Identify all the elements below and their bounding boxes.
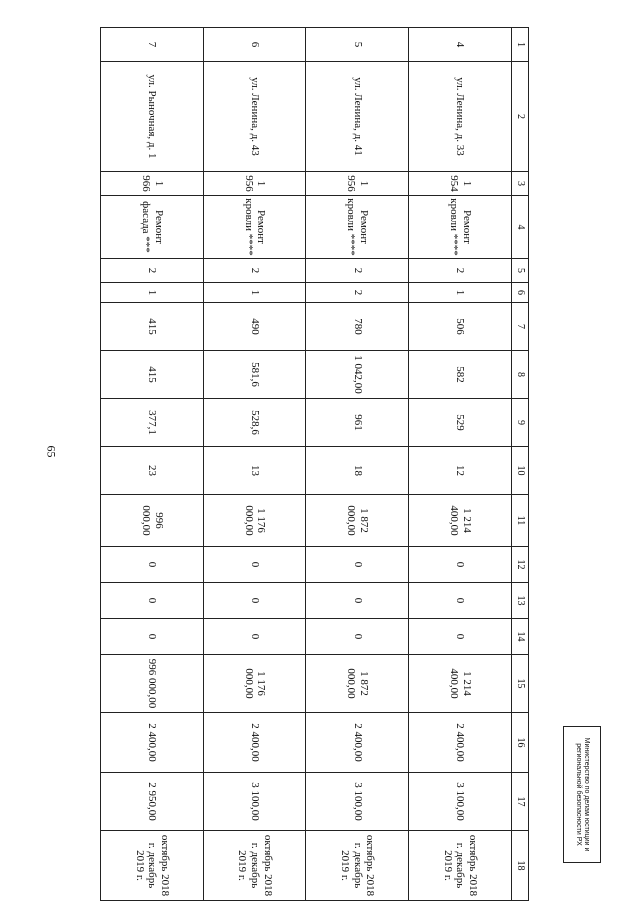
table-cell: ул. Рыночная, д. 1	[101, 62, 204, 172]
header-cell: 9	[512, 399, 529, 447]
table-row	[409, 28, 512, 901]
table-cell: 2	[409, 259, 512, 283]
table-cell: 0	[306, 583, 409, 619]
table-cell: 2 400,00	[203, 713, 306, 773]
table-cell: октябрь 2018 г. декабрь 2019 г.	[101, 831, 204, 901]
table-cell: 1 042,00	[306, 351, 409, 399]
table-cell: 2	[101, 259, 204, 283]
table-row	[203, 28, 306, 901]
header-row	[512, 28, 529, 901]
header-cell: 16	[512, 713, 529, 773]
table-cell: 0	[101, 619, 204, 655]
header-cell: 10	[512, 447, 529, 495]
table-cell: 5	[306, 28, 409, 62]
table-cell: 0	[306, 547, 409, 583]
header-cell: 1	[512, 28, 529, 62]
table-cell: 2	[306, 259, 409, 283]
table-cell: 0	[203, 619, 306, 655]
header-cell: 6	[512, 283, 529, 303]
table-cell: октябрь 2018 г. декабрь 2019 г.	[306, 831, 409, 901]
stamp-text: Министерство по делам юстиции и региональной безопасности РХ	[575, 737, 591, 852]
rotated-table-wrapper	[100, 27, 529, 897]
table-cell: 0	[203, 547, 306, 583]
table-cell: 2 950,00	[101, 773, 204, 831]
table-cell: 3 100,00	[409, 773, 512, 831]
header-cell: 17	[512, 773, 529, 831]
table-cell: 1 176 000,00	[203, 655, 306, 713]
table-cell: 581,6	[203, 351, 306, 399]
table-cell: 1	[409, 283, 512, 303]
table-cell: 0	[409, 619, 512, 655]
table-cell: 0	[409, 547, 512, 583]
table-cell: Ремонт кровли ****	[203, 196, 306, 259]
table-cell: 1 214 400,00	[409, 655, 512, 713]
table-cell: 377,1	[101, 399, 204, 447]
header-cell: 14	[512, 619, 529, 655]
header-cell: 11	[512, 495, 529, 547]
table-cell: 415	[101, 303, 204, 351]
header-cell: 12	[512, 547, 529, 583]
table-cell: Ремонт кровли ****	[409, 196, 512, 259]
header-cell: 7	[512, 303, 529, 351]
table-cell: 582	[409, 351, 512, 399]
table-cell: 1 176 000,00	[203, 495, 306, 547]
table-cell: 0	[101, 547, 204, 583]
table-cell: 4	[409, 28, 512, 62]
table-row	[101, 28, 204, 901]
header-cell: 2	[512, 62, 529, 172]
page-number: 65	[44, 445, 59, 458]
header-cell: 5	[512, 259, 529, 283]
table-cell: Ремонт фасада ***	[101, 196, 204, 259]
table-cell: 1 956	[203, 172, 306, 196]
header-cell: 3	[512, 172, 529, 196]
table-cell: ул. Ленина, д. 43	[203, 62, 306, 172]
table-cell: 1 954	[409, 172, 512, 196]
table-cell: 1	[203, 283, 306, 303]
table-cell: 415	[101, 351, 204, 399]
table-cell: 1 872 000,00	[306, 655, 409, 713]
table-cell: 2 400,00	[101, 713, 204, 773]
table-cell: 23	[101, 447, 204, 495]
table-cell: 7	[101, 28, 204, 62]
table-cell: Ремонт кровли ****	[306, 196, 409, 259]
header-cell: 15	[512, 655, 529, 713]
table-row	[306, 28, 409, 901]
table-cell: 996 000,00	[101, 495, 204, 547]
table-cell: 0	[409, 583, 512, 619]
table-cell: 0	[203, 583, 306, 619]
table-cell: 13	[203, 447, 306, 495]
table-cell: 2 400,00	[306, 713, 409, 773]
table-cell: 3 100,00	[203, 773, 306, 831]
table-cell: ул. Ленина, д. 41	[306, 62, 409, 172]
header-cell: 13	[512, 583, 529, 619]
header-cell: 18	[512, 831, 529, 901]
table-cell: 3 100,00	[306, 773, 409, 831]
table-cell: 2 400,00	[409, 713, 512, 773]
table-cell: 1	[101, 283, 204, 303]
table-cell: 780	[306, 303, 409, 351]
table-cell: 1 214 400,00	[409, 495, 512, 547]
table-cell: 18	[306, 447, 409, 495]
ministry-stamp	[563, 726, 601, 863]
table-cell: октябрь 2018 г. декабрь 2019 г.	[409, 831, 512, 901]
header-cell: 8	[512, 351, 529, 399]
table-cell: 529	[409, 399, 512, 447]
header-cell: 4	[512, 196, 529, 259]
table-cell: 490	[203, 303, 306, 351]
repair-table	[100, 27, 529, 901]
table-cell: 528,6	[203, 399, 306, 447]
table-cell: 2	[203, 259, 306, 283]
table-cell: 12	[409, 447, 512, 495]
table-cell: ул. Ленина, д. 33	[409, 62, 512, 172]
table-cell: 996 000,00	[101, 655, 204, 713]
table-cell: 961	[306, 399, 409, 447]
table-cell: октябрь 2018 г. декабрь 2019 г.	[203, 831, 306, 901]
table-cell: 1 872 000,00	[306, 495, 409, 547]
table-cell: 1 956	[306, 172, 409, 196]
table-cell: 506	[409, 303, 512, 351]
table-cell: 1 966	[101, 172, 204, 196]
table-cell: 0	[101, 583, 204, 619]
table-cell: 2	[306, 283, 409, 303]
table-cell: 0	[306, 619, 409, 655]
table-cell: 6	[203, 28, 306, 62]
